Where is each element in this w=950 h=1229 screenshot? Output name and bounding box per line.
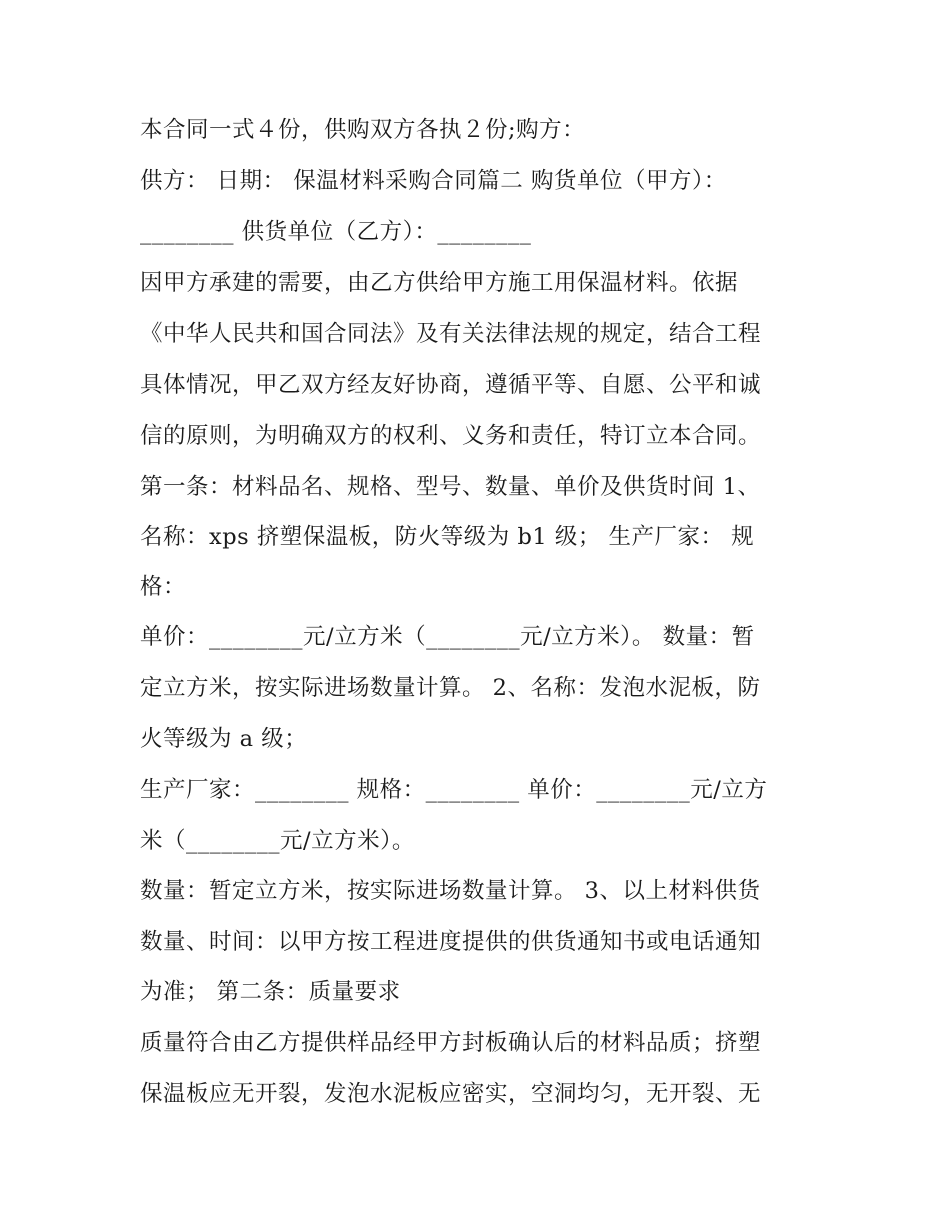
text-line: 米（________元/立方米）。 [140, 828, 415, 854]
text-line: 具体情况，甲乙双方经友好协商，遵循平等、自愿、公平和诚 [140, 372, 762, 398]
text-line: 生产厂家：________ 规格：________ 单价：________元/立方 [140, 777, 768, 803]
text-line: ________ 供货单位（乙方）：________ [140, 219, 532, 245]
text-line: 本合同一式４份，供购双方各执２份;购方： [140, 117, 586, 143]
text-line: 保温板应无开裂，发泡水泥板应密实，空洞均匀，无开裂、无 [140, 1081, 762, 1107]
text-line: 因甲方承建的需要，由乙方供给甲方施工用保温材料。依据 [140, 270, 739, 296]
text-line: 《中华人民共和国合同法》及有关法律法规的规定，结合工程 [140, 321, 762, 347]
text-line: 质量符合由乙方提供样品经甲方封板确认后的材料品质；挤塑 [140, 1030, 762, 1056]
text-line: 名称：xps 挤塑保温板，防火等级为 b1 级； 生产厂家： 规 [140, 524, 755, 550]
text-line: 信的原则，为明确双方的权利、义务和责任，特订立本合同。 [140, 423, 762, 449]
text-line: 供方： 日期： 保温材料采购合同篇二 购货单位（甲方）： [140, 168, 727, 194]
text-line: 第一条：材料品名、规格、型号、数量、单价及供货时间 1、 [140, 474, 761, 500]
text-line: 数量：暂定立方米，按实际进场数量计算。 3、以上材料供货 [140, 878, 761, 904]
text-line: 格： [140, 574, 187, 600]
text-line: 为准； 第二条：质量要求 [140, 979, 401, 1005]
text-line: 定立方米，按实际进场数量计算。 2、名称：发泡水泥板，防 [140, 675, 761, 701]
text-line: 火等级为 a 级； [140, 726, 308, 752]
text-line: 数量、时间：以甲方按工程进度提供的供货通知书或电话通知 [140, 929, 762, 955]
text-line: 单价：________元/立方米（________元/立方米）。 数量：暂 [140, 624, 755, 650]
